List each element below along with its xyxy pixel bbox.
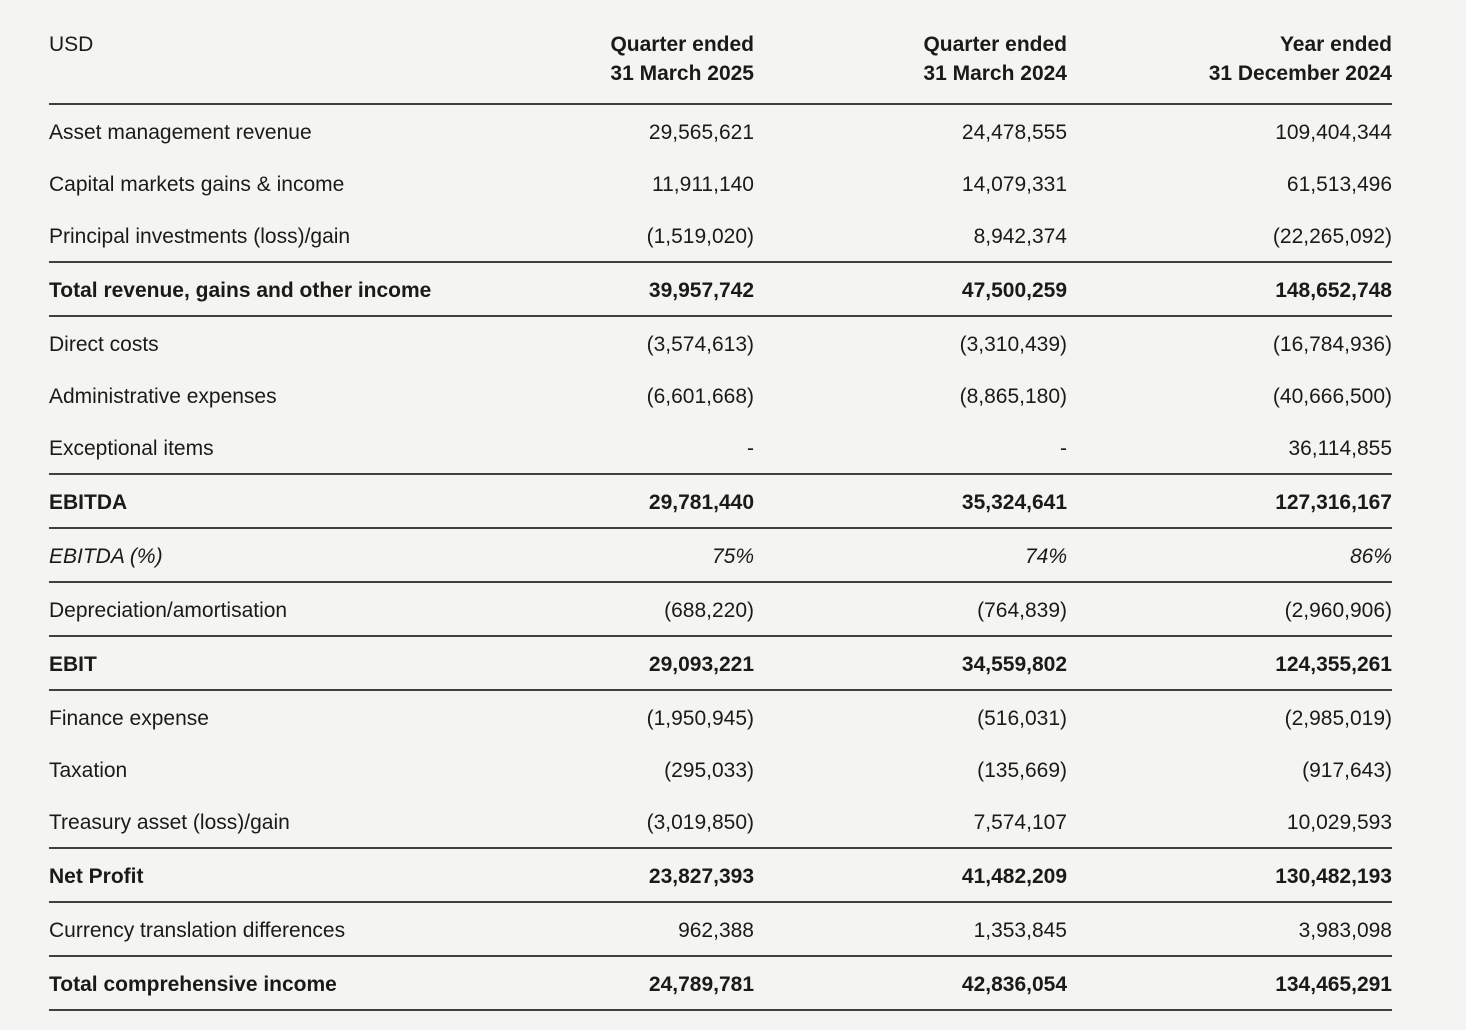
value-q1-2025: 11,911,140 xyxy=(652,173,754,196)
value-fy-2024: 3,983,098 xyxy=(1298,919,1392,942)
value-fy-2024: 61,513,496 xyxy=(1286,173,1392,196)
row-label: Finance expense xyxy=(49,707,209,730)
table-header xyxy=(49,30,1392,104)
value-q1-2025: - xyxy=(747,437,754,460)
value-fy-2024: 124,355,261 xyxy=(1275,653,1392,676)
row-label: Net Profit xyxy=(49,865,144,888)
value-q1-2024: 7,574,107 xyxy=(973,811,1067,834)
income-statement-table xyxy=(49,30,1392,1011)
row-label: Taxation xyxy=(49,759,128,782)
column-header-line2: 31 March 2025 xyxy=(610,62,754,85)
column-header-line2: 31 March 2024 xyxy=(923,62,1067,85)
table-row-administrative-expenses xyxy=(49,369,1392,421)
value-fy-2024: 10,029,593 xyxy=(1286,811,1392,834)
table-row-depreciation-amortisation xyxy=(49,582,1392,636)
table-row-capital-markets-gains-income xyxy=(49,157,1392,209)
row-label: Currency translation differences xyxy=(49,919,346,942)
value-q1-2024: 34,559,802 xyxy=(961,653,1067,676)
value-q1-2025: 75% xyxy=(711,545,754,568)
column-header-q1-2025 xyxy=(448,30,754,104)
column-header-line1: Year ended xyxy=(1279,33,1392,56)
table-row-finance-expense xyxy=(49,690,1392,743)
row-label: Total revenue, gains and other income xyxy=(49,279,432,302)
row-label: Depreciation/amortisation xyxy=(49,599,288,622)
value-fy-2024: (2,985,019) xyxy=(1284,707,1392,730)
table-row-taxation xyxy=(49,743,1392,795)
value-fy-2024: 86% xyxy=(1349,545,1392,568)
value-fy-2024: (16,784,936) xyxy=(1272,333,1392,356)
value-q1-2025: (1,519,020) xyxy=(646,225,754,248)
column-header-line1: Quarter ended xyxy=(923,33,1067,56)
value-q1-2025: 29,565,621 xyxy=(648,121,754,144)
value-q1-2024: 35,324,641 xyxy=(961,491,1067,514)
value-fy-2024: (917,643) xyxy=(1302,759,1392,782)
value-q1-2025: 962,388 xyxy=(678,919,754,942)
value-q1-2025: 23,827,393 xyxy=(648,865,754,888)
table-row-asset-management-revenue xyxy=(49,104,1392,157)
row-label: EBITDA xyxy=(49,491,128,514)
value-q1-2024: (764,839) xyxy=(977,599,1067,622)
value-q1-2025: (3,574,613) xyxy=(646,333,754,356)
table-body xyxy=(49,104,1392,1010)
row-label: Exceptional items xyxy=(49,437,214,460)
row-label: Asset management revenue xyxy=(49,121,312,144)
column-header-fy-2024 xyxy=(1067,30,1392,104)
table-row-direct-costs xyxy=(49,316,1392,369)
value-q1-2025: (1,950,945) xyxy=(646,707,754,730)
value-fy-2024: 127,316,167 xyxy=(1275,491,1392,514)
row-label: EBITDA (%) xyxy=(49,545,163,568)
value-q1-2024: 41,482,209 xyxy=(961,865,1067,888)
row-label: Administrative expenses xyxy=(49,385,277,408)
table-row-net-profit xyxy=(49,848,1392,902)
column-header-line1: Quarter ended xyxy=(610,33,754,56)
header-row xyxy=(49,30,1392,104)
value-fy-2024: 134,465,291 xyxy=(1275,973,1392,996)
table-row-total-revenue xyxy=(49,262,1392,316)
value-fy-2024: 36,114,855 xyxy=(1288,437,1392,460)
value-fy-2024: (2,960,906) xyxy=(1284,599,1392,622)
table-row-principal-investments xyxy=(49,209,1392,262)
value-q1-2024: (8,865,180) xyxy=(959,385,1067,408)
table-row-exceptional-items xyxy=(49,421,1392,474)
value-q1-2024: 1,353,845 xyxy=(973,919,1067,942)
value-q1-2024: 74% xyxy=(1024,545,1067,568)
table-row-ebitda xyxy=(49,474,1392,528)
value-fy-2024: 130,482,193 xyxy=(1275,865,1392,888)
value-fy-2024: (40,666,500) xyxy=(1272,385,1392,408)
value-q1-2024: 47,500,259 xyxy=(961,279,1067,302)
column-header-line2: 31 December 2024 xyxy=(1208,62,1392,85)
row-label: Direct costs xyxy=(49,333,159,356)
value-q1-2025: (6,601,668) xyxy=(646,385,754,408)
row-label: Total comprehensive income xyxy=(49,973,337,996)
value-q1-2025: 29,093,221 xyxy=(648,653,754,676)
table-row-ebitda-percent xyxy=(49,528,1392,582)
row-label: EBIT xyxy=(49,653,97,676)
value-fy-2024: 148,652,748 xyxy=(1275,279,1392,302)
value-q1-2025: 29,781,440 xyxy=(648,491,754,514)
value-q1-2024: 42,836,054 xyxy=(961,973,1067,996)
value-q1-2025: (295,033) xyxy=(664,759,754,782)
value-q1-2025: 39,957,742 xyxy=(648,279,754,302)
table-row-treasury-asset xyxy=(49,795,1392,848)
value-q1-2024: 24,478,555 xyxy=(961,121,1067,144)
value-q1-2024: 14,079,331 xyxy=(961,173,1067,196)
value-q1-2025: 24,789,781 xyxy=(648,973,754,996)
value-q1-2024: - xyxy=(1060,437,1067,460)
column-header-q1-2024 xyxy=(754,30,1067,104)
row-label: Treasury asset (loss)/gain xyxy=(49,811,290,834)
value-q1-2025: (688,220) xyxy=(664,599,754,622)
table-row-total-comprehensive-income xyxy=(49,956,1392,1010)
row-label: Principal investments (loss)/gain xyxy=(49,225,351,248)
value-q1-2024: (3,310,439) xyxy=(959,333,1067,356)
row-label: Capital markets gains & income xyxy=(49,173,345,196)
value-q1-2024: 8,942,374 xyxy=(973,225,1067,248)
value-fy-2024: (22,265,092) xyxy=(1272,225,1392,248)
value-q1-2024: (135,669) xyxy=(977,759,1067,782)
value-q1-2025: (3,019,850) xyxy=(646,811,754,834)
table-row-currency-translation xyxy=(49,902,1392,956)
value-fy-2024: 109,404,344 xyxy=(1275,121,1392,144)
table-row-ebit xyxy=(49,636,1392,690)
value-q1-2024: (516,031) xyxy=(977,707,1067,730)
currency-unit-label: USD xyxy=(49,33,94,56)
